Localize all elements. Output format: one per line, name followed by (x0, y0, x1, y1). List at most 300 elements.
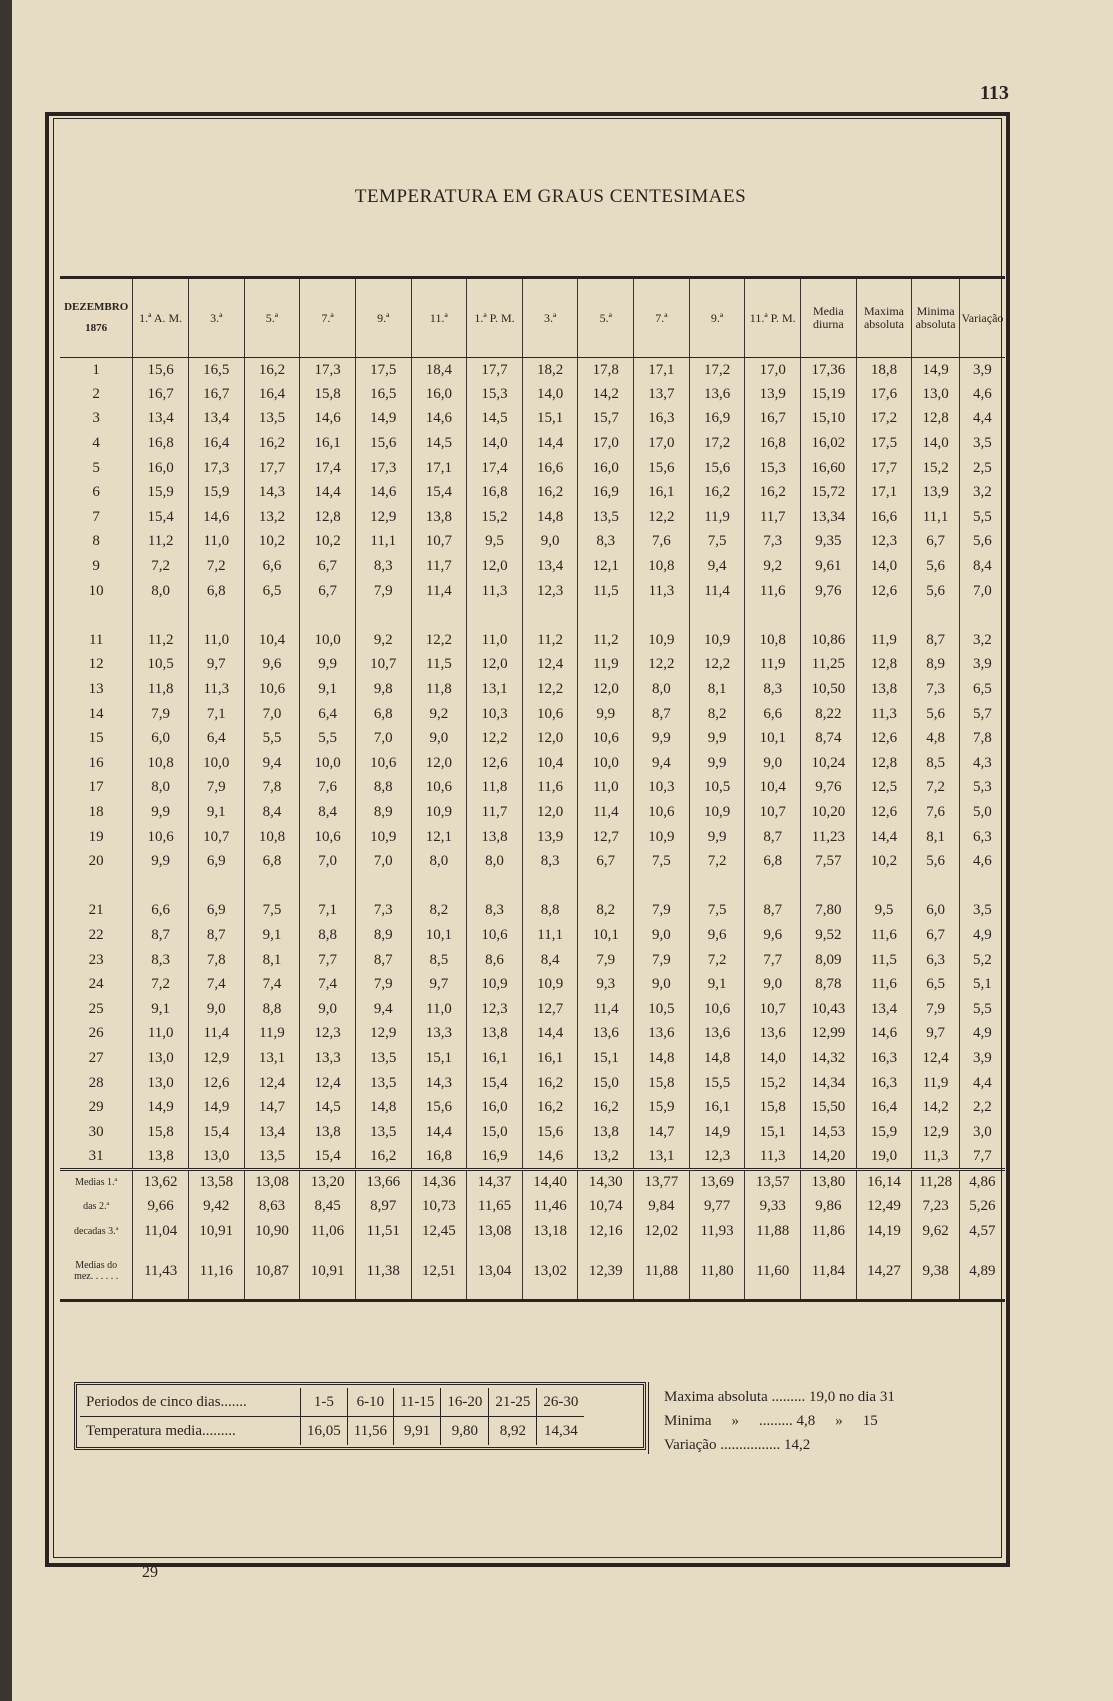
temp-cell: 12,9 (188, 1046, 244, 1071)
temp-cell: 9,9 (300, 653, 356, 678)
temp-cell: 12,8 (856, 751, 912, 776)
temp-cell: 14,4 (856, 825, 912, 850)
temp-cell: 16,9 (689, 407, 745, 432)
temp-cell: 8,7 (188, 923, 244, 948)
temp-cell: 8,78 (801, 972, 857, 997)
gap-cell (60, 603, 133, 628)
decade-mean-cell: 10,91 (188, 1219, 244, 1244)
temp-cell: 11,5 (578, 579, 634, 604)
day-row (60, 997, 1005, 1022)
page-number: 113 (980, 82, 1009, 104)
decade-mean-cell: 14,30 (578, 1169, 634, 1194)
temp-cell: 17,0 (745, 358, 801, 383)
temp-cell: 4,4 (959, 1071, 1005, 1096)
temp-cell: 8,8 (300, 923, 356, 948)
temp-cell: 9,9 (689, 751, 745, 776)
gap-cell (634, 603, 690, 628)
day-number: 26 (88, 1025, 104, 1042)
temp-cell: 9,35 (801, 530, 857, 555)
temp-cell: 11,23 (801, 825, 857, 850)
temp-cell: 8,3 (745, 677, 801, 702)
temp-cell: 9,0 (300, 997, 356, 1022)
day-number: 17 (88, 779, 104, 796)
decade-label (60, 1169, 133, 1194)
day-number: 15 (88, 730, 104, 747)
temp-cell: 6,4 (300, 702, 356, 727)
temp-cell: 6,8 (355, 702, 411, 727)
temp-cell: 9,7 (912, 1022, 960, 1047)
temp-cell: 16,1 (522, 1046, 578, 1071)
temp-cell: 14,32 (801, 1046, 857, 1071)
decade-label-text: decadas (73, 1226, 106, 1238)
temp-cell: 10,6 (522, 702, 578, 727)
day-number: 21 (88, 902, 104, 919)
temperature-table (60, 276, 1005, 1302)
temp-cell: 9,5 (467, 530, 523, 555)
temp-cell: 12,4 (244, 1071, 300, 1096)
temp-cell: 11,0 (467, 628, 523, 653)
gap-cell (856, 603, 912, 628)
temp-cell: 6,7 (912, 923, 960, 948)
temp-cell: 7,6 (300, 776, 356, 801)
temp-cell: 10,0 (578, 751, 634, 776)
temp-cell: 8,1 (244, 948, 300, 973)
temp-cell: 12,4 (522, 653, 578, 678)
temp-cell: 12,3 (689, 1145, 745, 1170)
day-row (60, 726, 1005, 751)
temp-cell: 8,8 (522, 899, 578, 924)
day-number: 6 (92, 484, 100, 501)
temp-cell: 13,1 (244, 1046, 300, 1071)
temp-cell: 15,2 (467, 505, 523, 530)
temp-cell: 11,6 (745, 579, 801, 604)
temp-cell: 5,5 (244, 726, 300, 751)
temp-cell: 14,34 (801, 1071, 857, 1096)
temp-cell: 14,6 (856, 1022, 912, 1047)
col-header: 9.ª (355, 278, 411, 358)
temp-cell: 13,0 (188, 1145, 244, 1170)
day-number: 11 (88, 631, 104, 648)
temp-cell: 7,2 (689, 948, 745, 973)
day-number: 4 (92, 435, 100, 452)
temp-cell: 15,5 (689, 1071, 745, 1096)
temp-cell: 7,9 (355, 579, 411, 604)
temp-cell: 12,4 (300, 1071, 356, 1096)
temp-cell: 13,4 (522, 554, 578, 579)
temp-cell: 11,7 (467, 800, 523, 825)
temp-cell: 8,3 (133, 948, 189, 973)
temp-cell: 15,7 (578, 407, 634, 432)
temp-cell: 14,3 (411, 1071, 467, 1096)
month-mean-cell: 10,91 (300, 1244, 356, 1300)
temp-cell: 9,6 (244, 653, 300, 678)
temp-cell: 4,4 (959, 407, 1005, 432)
temp-cell: 11,0 (188, 530, 244, 555)
temp-cell: 16,3 (856, 1071, 912, 1096)
temp-cell: 6,5 (959, 677, 1005, 702)
temp-cell: 10,24 (801, 751, 857, 776)
day-number: 23 (88, 951, 104, 968)
day-number: 29 (88, 1099, 104, 1116)
temp-cell: 13,8 (578, 1120, 634, 1145)
temp-cell: 13,5 (355, 1071, 411, 1096)
temp-cell: 7,0 (355, 849, 411, 874)
month-mean-cell: 13,04 (467, 1244, 523, 1300)
decade-mean-cell: 11,04 (133, 1219, 189, 1244)
temp-cell: 10,4 (522, 751, 578, 776)
temp-cell: 14,6 (411, 407, 467, 432)
temp-cell: 16,3 (634, 407, 690, 432)
temp-cell: 9,2 (745, 554, 801, 579)
temp-cell: 12,6 (188, 1071, 244, 1096)
temp-cell: 11,4 (578, 997, 634, 1022)
temp-cell: 10,50 (801, 677, 857, 702)
max-day: 31 (879, 1389, 895, 1405)
temp-cell: 17,3 (300, 358, 356, 383)
month-mean-cell: 11,16 (188, 1244, 244, 1300)
month-mean-row (60, 1244, 1005, 1300)
temp-cell: 13,9 (745, 382, 801, 407)
temp-cell: 10,86 (801, 628, 857, 653)
temp-cell: 14,53 (801, 1120, 857, 1145)
temp-cell: 11,0 (188, 628, 244, 653)
temp-cell: 15,9 (634, 1095, 690, 1120)
decade-mean-cell: 12,45 (411, 1219, 467, 1244)
temp-cell: 10,6 (355, 751, 411, 776)
temp-cell: 10,2 (300, 530, 356, 555)
temp-cell: 10,6 (133, 825, 189, 850)
day-number: 12 (88, 656, 104, 673)
temp-cell: 10,7 (355, 653, 411, 678)
temp-cell: 11,3 (188, 677, 244, 702)
temp-cell: 16,0 (133, 456, 189, 481)
temp-cell: 14,20 (801, 1145, 857, 1170)
temp-cell: 8,09 (801, 948, 857, 973)
temp-cell: 17,0 (578, 431, 634, 456)
temp-cell: 7,4 (188, 972, 244, 997)
temp-cell: 14,5 (411, 431, 467, 456)
temp-cell: 16,1 (300, 431, 356, 456)
temp-cell: 6,4 (188, 726, 244, 751)
temp-cell: 5,6 (912, 579, 960, 604)
period-range: 16-20 (441, 1388, 489, 1417)
temp-cell: 17,7 (467, 358, 523, 383)
temp-cell: 10,1 (411, 923, 467, 948)
temp-cell: 12,0 (467, 554, 523, 579)
decade-label (60, 1219, 133, 1244)
temp-cell: 16,6 (856, 505, 912, 530)
temp-cell: 10,20 (801, 800, 857, 825)
temp-cell: 13,3 (300, 1046, 356, 1071)
temp-cell: 9,52 (801, 923, 857, 948)
day-row (60, 1022, 1005, 1047)
temp-cell: 8,7 (634, 702, 690, 727)
temp-cell: 7,3 (912, 677, 960, 702)
temp-cell: 9,4 (689, 554, 745, 579)
temp-cell: 10,8 (133, 751, 189, 776)
decade-mark: 2.ª (98, 1201, 110, 1213)
decade-mean-cell: 11,65 (467, 1194, 523, 1219)
temp-cell: 9,6 (745, 923, 801, 948)
temp-cell: 7,7 (300, 948, 356, 973)
temp-cell: 9,9 (689, 825, 745, 850)
temp-cell: 11,9 (689, 505, 745, 530)
temp-cell: 16,0 (467, 1095, 523, 1120)
gap-cell (856, 874, 912, 899)
decade-mean-cell: 11,51 (355, 1219, 411, 1244)
min-dots: ......... (759, 1413, 793, 1429)
temp-cell: 12,8 (300, 505, 356, 530)
temp-cell: 16,1 (467, 1046, 523, 1071)
temp-cell: 19,0 (856, 1145, 912, 1170)
temp-cell: 6,7 (300, 554, 356, 579)
temp-cell: 5,1 (959, 972, 1005, 997)
temp-cell: 6,0 (912, 899, 960, 924)
temp-cell: 8,0 (133, 579, 189, 604)
day-number: 3 (92, 410, 100, 427)
temp-cell: 16,1 (689, 1095, 745, 1120)
gap-cell (578, 603, 634, 628)
temp-cell: 12,0 (578, 677, 634, 702)
temp-cell: 8,8 (355, 776, 411, 801)
gap-cell (355, 603, 411, 628)
temp-cell: 10,7 (745, 997, 801, 1022)
temp-cell: 16,8 (411, 1145, 467, 1170)
day-row (60, 702, 1005, 727)
decade-mean-cell: 13,62 (133, 1169, 189, 1194)
temp-cell: 11,2 (133, 628, 189, 653)
temp-cell: 11,6 (856, 923, 912, 948)
period-value: 14,34 (537, 1417, 585, 1446)
day-row (60, 358, 1005, 383)
day-number: 1 (92, 361, 100, 378)
temp-cell: 15,0 (467, 1120, 523, 1145)
day-number: 13 (88, 681, 104, 698)
temp-cell: 12,1 (411, 825, 467, 850)
temp-cell: 10,8 (244, 825, 300, 850)
temp-cell: 12,7 (578, 825, 634, 850)
month-mean-cell: 11,60 (745, 1244, 801, 1300)
temp-cell: 11,7 (411, 554, 467, 579)
temp-cell: 12,99 (801, 1022, 857, 1047)
temp-cell: 7,3 (355, 899, 411, 924)
gap-cell (355, 874, 411, 899)
temp-cell: 17,0 (634, 431, 690, 456)
temp-cell: 10,8 (745, 628, 801, 653)
day-row (60, 1046, 1005, 1071)
temp-cell: 16,3 (856, 1046, 912, 1071)
temp-cell: 10,1 (578, 923, 634, 948)
temp-cell: 8,2 (411, 899, 467, 924)
decade-gap (60, 874, 1005, 899)
temp-cell: 9,61 (801, 554, 857, 579)
temp-cell: 6,7 (578, 849, 634, 874)
gap-cell (801, 603, 857, 628)
temp-cell: 14,8 (522, 505, 578, 530)
temp-cell: 14,0 (912, 431, 960, 456)
temp-cell: 7,0 (355, 726, 411, 751)
temp-cell: 11,8 (133, 677, 189, 702)
max-label: Maxima absoluta ......... (664, 1389, 806, 1405)
min-value: 4,8 (796, 1413, 816, 1429)
temp-cell: 3,2 (959, 628, 1005, 653)
col-header: 5.ª (578, 278, 634, 358)
day-row (60, 899, 1005, 924)
temp-cell: 8,9 (355, 800, 411, 825)
month-mean-cell: 11,88 (634, 1244, 690, 1300)
temp-cell: 8,7 (745, 899, 801, 924)
temp-cell: 8,0 (411, 849, 467, 874)
temp-cell: 7,9 (188, 776, 244, 801)
temp-cell: 14,0 (467, 431, 523, 456)
gap-cell (467, 603, 523, 628)
periods-label: Periodos de cinco dias....... (80, 1388, 301, 1417)
temp-cell: 13,8 (856, 677, 912, 702)
decade-mean-cell: 8,97 (355, 1194, 411, 1219)
temp-cell: 11,2 (578, 628, 634, 653)
temp-cell: 7,2 (188, 554, 244, 579)
col-header: 3.ª (188, 278, 244, 358)
temp-cell: 9,9 (578, 702, 634, 727)
temp-cell: 5,6 (912, 554, 960, 579)
decade-mean-cell: 13,57 (745, 1169, 801, 1194)
decade-mean-cell: 10,90 (244, 1219, 300, 1244)
temp-cell: 7,9 (578, 948, 634, 973)
temp-cell: 13,5 (578, 505, 634, 530)
temp-cell: 12,5 (856, 776, 912, 801)
temp-cell: 15,9 (856, 1120, 912, 1145)
temp-cell: 10,6 (467, 923, 523, 948)
temp-cell: 15,4 (133, 505, 189, 530)
temp-cell: 7,5 (244, 899, 300, 924)
temp-cell: 14,3 (244, 480, 300, 505)
decade-row (60, 1194, 1005, 1219)
var-row (664, 1433, 895, 1457)
temp-cell: 7,6 (634, 530, 690, 555)
temp-cell: 6,6 (745, 702, 801, 727)
temp-cell: 3,2 (959, 480, 1005, 505)
month-header (60, 278, 133, 358)
temp-cell: 13,0 (133, 1046, 189, 1071)
month-mean-cell: 11,80 (689, 1244, 745, 1300)
temp-cell: 11,5 (411, 653, 467, 678)
decade-mean-cell: 11,46 (522, 1194, 578, 1219)
day-row (60, 480, 1005, 505)
temp-cell: 8,7 (912, 628, 960, 653)
temp-cell: 8,0 (133, 776, 189, 801)
period-value: 9,91 (393, 1417, 440, 1446)
temp-cell: 8,7 (133, 923, 189, 948)
temp-cell: 10,7 (411, 530, 467, 555)
temp-cell: 11,4 (411, 579, 467, 604)
temp-cell: 7,0 (959, 579, 1005, 604)
gap-cell (959, 603, 1005, 628)
temp-cell: 11,3 (634, 579, 690, 604)
temp-cell: 9,0 (411, 726, 467, 751)
temp-cell: 9,2 (355, 628, 411, 653)
decade-label-text: Medias (75, 1176, 105, 1188)
temp-cell: 16,8 (133, 431, 189, 456)
temp-cell: 15,2 (912, 456, 960, 481)
temp-cell: 8,74 (801, 726, 857, 751)
temp-cell: 17,2 (689, 358, 745, 383)
gap-cell (578, 874, 634, 899)
temp-cell: 13,8 (467, 825, 523, 850)
temp-cell: 8,9 (355, 923, 411, 948)
periods-table (80, 1388, 584, 1445)
temp-cell: 11,2 (522, 628, 578, 653)
temp-cell: 6,9 (188, 899, 244, 924)
temp-cell: 15,9 (133, 480, 189, 505)
col-header: 1.ª A. M. (133, 278, 189, 358)
temp-cell: 13,8 (300, 1120, 356, 1145)
temp-cell: 7,9 (912, 997, 960, 1022)
gap-cell (959, 874, 1005, 899)
temp-cell: 15,8 (745, 1095, 801, 1120)
min-row (664, 1409, 895, 1433)
temp-cell: 15,3 (745, 456, 801, 481)
temp-cell: 5,5 (959, 505, 1005, 530)
day-number: 28 (88, 1074, 104, 1091)
temp-cell: 8,3 (578, 530, 634, 555)
temp-cell: 15,9 (188, 480, 244, 505)
temp-cell: 9,1 (244, 923, 300, 948)
temp-cell: 12,9 (355, 505, 411, 530)
temp-cell: 15,6 (522, 1120, 578, 1145)
temp-cell: 7,7 (959, 1145, 1005, 1170)
temp-cell: 12,9 (355, 1022, 411, 1047)
gap-cell (745, 874, 801, 899)
day-row (60, 923, 1005, 948)
day-row (60, 1071, 1005, 1096)
temp-cell: 14,2 (578, 382, 634, 407)
temp-cell: 12,2 (411, 628, 467, 653)
temp-cell: 6,0 (133, 726, 189, 751)
temp-cell: 16,2 (244, 358, 300, 383)
temp-cell: 15,8 (300, 382, 356, 407)
temp-cell: 9,0 (522, 530, 578, 555)
temp-cell: 9,6 (689, 923, 745, 948)
period-range: 21-25 (489, 1388, 537, 1417)
temp-cell: 7,9 (634, 948, 690, 973)
decade-mean-cell: 4,57 (959, 1219, 1005, 1244)
temp-cell: 16,4 (856, 1095, 912, 1120)
temp-cell: 4,9 (959, 1022, 1005, 1047)
temp-cell: 13,4 (133, 407, 189, 432)
day-number: 30 (88, 1123, 104, 1140)
temp-cell: 7,4 (300, 972, 356, 997)
temp-cell: 12,6 (856, 726, 912, 751)
gap-cell (689, 874, 745, 899)
day-number: 24 (88, 976, 104, 993)
temp-cell: 10,9 (689, 628, 745, 653)
temp-cell: 16,0 (411, 382, 467, 407)
temp-cell: 15,10 (801, 407, 857, 432)
day-number: 9 (92, 558, 100, 575)
temp-cell: 15,0 (578, 1071, 634, 1096)
temp-cell: 9,0 (745, 972, 801, 997)
temp-cell: 15,8 (133, 1120, 189, 1145)
temp-cell: 10,5 (634, 997, 690, 1022)
divider (648, 1382, 649, 1454)
col-header: Variação (959, 278, 1005, 358)
gap-cell (133, 874, 189, 899)
day-number: 7 (92, 508, 100, 525)
day-number: 8 (92, 533, 100, 550)
decade-label-text: das (83, 1201, 97, 1213)
temp-cell: 4,8 (912, 726, 960, 751)
day-row (60, 579, 1005, 604)
